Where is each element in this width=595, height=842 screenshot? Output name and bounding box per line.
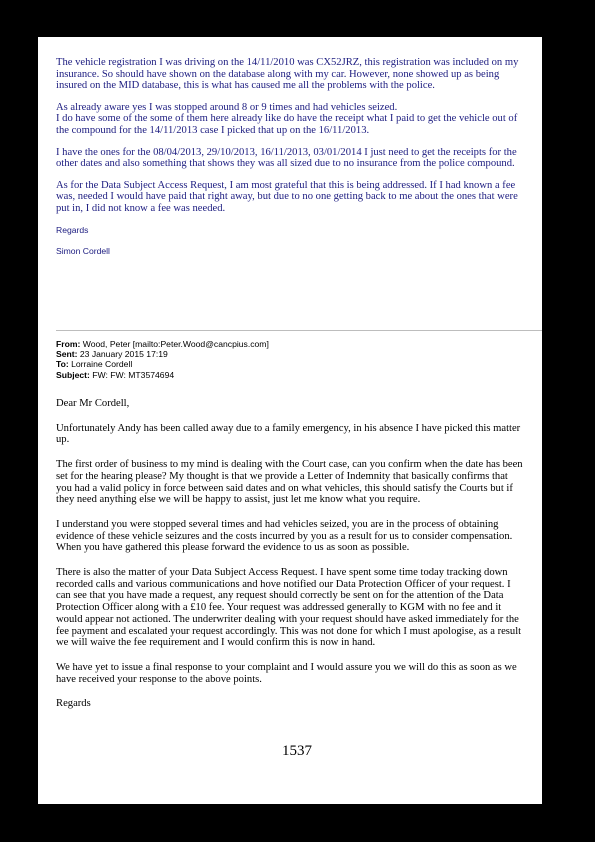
email-divider	[56, 330, 542, 331]
from-value: Wood, Peter [mailto:Peter.Wood@cancpius.com]	[82, 339, 269, 349]
to-value: Lorraine Cordell	[71, 359, 133, 370]
sent-value: 23 January 2015 17:19	[79, 349, 168, 360]
header-subject: Subject: FW: FW: MT3574694	[56, 369, 175, 380]
body-paragraph: The first order of business to my mind is dealing with the Court case, can you confirm when the date has been set for the hearing please? My thought is that we provide a Letter of Indemnity that basically confirms that you had a valid policy in force between said dates and on what vehicles, this should satisfy the Courts but if they need anything else we will be happy to assist, just let me know what you require.	[56, 459, 523, 506]
quoted-signature: Simon Cordell	[56, 245, 110, 256]
email-header	[56, 339, 526, 380]
quoted-paragraph: The vehicle registration I was driving on the 14/11/2010 was CX52JRZ, this registration was included on my insurance. So should have shown on the database along with my car. However, none showed up as being insured on the MID database, this is what has caused me all the problems with the police.	[56, 57, 519, 92]
body-paragraph: There is also the matter of your Data Subject Access Request. I have spent some time today tracking down recorded calls and various communications and hove notified our Data Protection Officer of your request. I can see that you have made a request, any request should correctly be sent on for the attention of the Data Protection Officer along with a £10 fee. Your request was addressed generally to KGM with no fee and it would appear not actioned. The underwriter dealing with your request should have asked immediately for the fee payment and escalated your request accordingly. This was not done for which I must apologise, as a result we will waive the fee requirement and I would confirm this is now in hand.	[56, 567, 522, 649]
quoted-reply	[56, 57, 526, 256]
header-from: From: Wood, Peter [mailto:Peter.Wood@cancpius.com]	[56, 339, 269, 349]
body-regards: Regards	[56, 698, 91, 710]
header-to: To: Lorraine Cordell	[56, 359, 133, 370]
header-sent: Sent: 23 January 2015 17:19	[56, 349, 168, 360]
email-body	[56, 398, 526, 723]
quoted-paragraph: I do have some of the some of them here already like do have the receipt what I paid to get the vehicle out of the compound for the 14/11/2013 case I picked that up on the 16/11/2013.	[56, 113, 518, 136]
page-number: 1537	[282, 743, 312, 759]
body-paragraph: I understand you were stopped several times and had vehicles seized, you are in the process of obtaining evidence of these vehicle seizures and the costs incurred by you as a result for us to consider compensation. When you have gathered this please forward the evidence to us as soon as possible.	[56, 518, 513, 554]
body-paragraph: Unfortunately Andy has been called away due to a family emergency, in his absence I have picked this matter up.	[56, 422, 521, 446]
greeting: Dear Mr Cordell,	[56, 398, 130, 409]
quoted-paragraph: As for the Data Subject Access Request, I am most grateful that this is being addressed. If I had known a fee was, needed I would have paid that right away, but due to no one getting back to me about the ones that were put in, I did not know a fee was needed.	[56, 179, 518, 214]
quoted-paragraph: I have the ones for the 08/04/2013, 29/10/2013, 16/11/2013, 03/01/2014 I just need to get the receipts for the other dates and also something that shows they was all sized due to no insurance from the police compound.	[56, 146, 517, 170]
quoted-paragraph: As already aware yes I was stopped around 8 or 9 times and had vehicles seized.	[56, 101, 398, 113]
body-paragraph: We have yet to issue a final response to your complaint and I would assure you we will do this as soon as we have received your response to the above points.	[56, 661, 517, 685]
quoted-regards: Regards	[56, 224, 89, 235]
document-page	[38, 37, 542, 804]
subject-value: FW: FW: MT3574694	[92, 369, 175, 380]
